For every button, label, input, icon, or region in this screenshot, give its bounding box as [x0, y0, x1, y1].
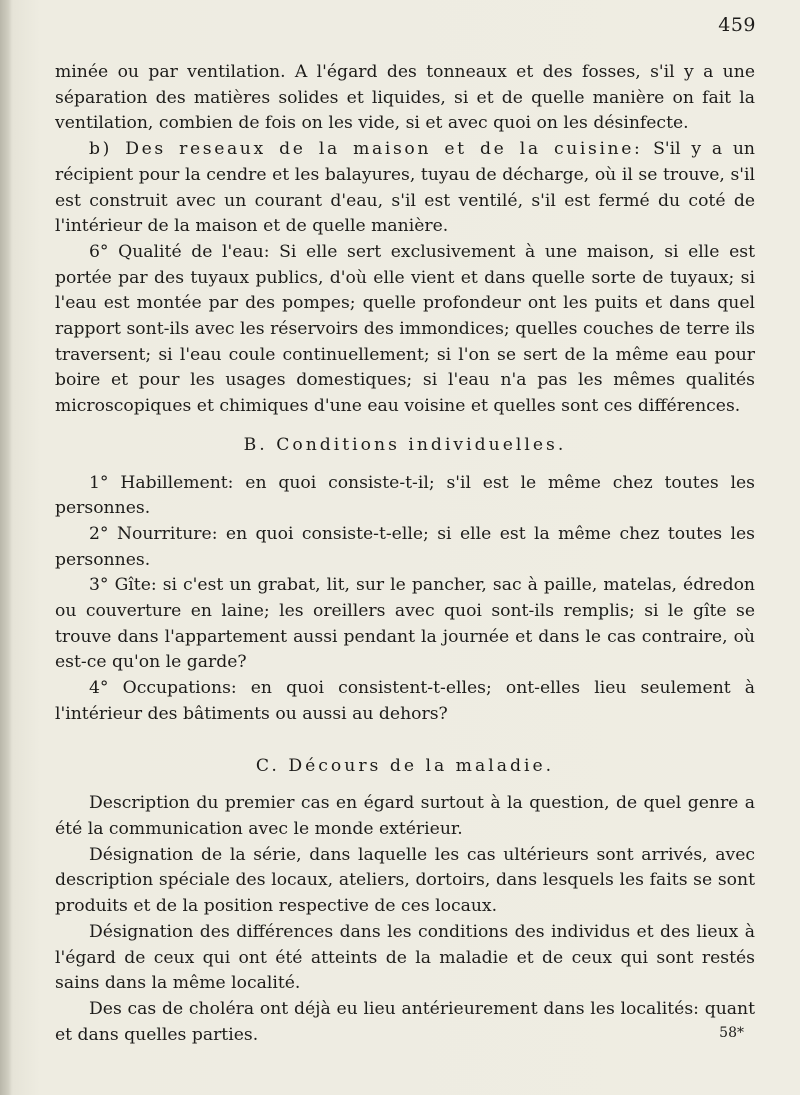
paragraph-nourriture: 2° Nourriture: en quoi consiste-t-elle; si elle est la même chez toutes les personnes. [55, 523, 755, 570]
page-number: 459 [718, 14, 756, 36]
paragraph-premier-cas: Description du premier cas en égard surtout à la question, de quel genre a été la communication avec le monde extérieur. [55, 793, 755, 839]
paragraph-occupations: 4° Occupations: en quoi consistent-t-elles; ont-elles lieu seulement à l'intérieur des bâtiments ou aussi au dehors? [55, 678, 755, 724]
section-heading-c: C. Décours de la maladie. [255, 755, 555, 776]
paragraph-habillement: 1° Habillement: en quoi consiste-t-il; s'il est le même chez toutes les personnes. [55, 472, 755, 519]
paragraph-reseaux-body: S'il y a un récipient pour la cendre et les balayures, tuyau de décharge, où il se trouve, s'il est construit avec un courant d'eau, s'il est ventilé, s'il est fermé du coté de l'intérieur de la maison et de quelle manière. [55, 139, 755, 237]
paragraph-reseaux [55, 137, 755, 240]
paragraph-qualite-eau: 6° Qualité de l'eau: Si elle sert exclusivement à une maison, si elle est portée par des tuyaux publics, d'où elle vient et dans quelle sorte de tuyaux; si l'eau est montée par des pompes; quelle profondeur ont les puits et dans quel rapport sont-ils avec les réservoirs des immondices; quelles couches de terre ils traversent; si l'eau coule continuellement; si l'on se sert de la même eau pour boire et pour les usages domestiques; si l'eau n'a pas les mêmes qualités microscopiques et chimiques d'une eau voisine et quelles sont ces différences. [55, 241, 755, 417]
paragraph-reseaux-lead: b) Des reseaux de la maison et de la cuisine: [89, 139, 643, 160]
paragraph-differences: Désignation des différences dans les conditions des individus et des lieux à l'égard de ceux qui ont été atteints de la maladie et de ceux qui sont restés sains dans la même localité. [55, 921, 755, 994]
paragraph-ventilation: minée ou par ventilation. A l'égard des tonneaux et des fosses, s'il y a une séparation des matières solides et liquides, si et de quelle manière on fait la ventilation, combien de fois on les vide, si et avec quoi on les désinfecte. [55, 62, 755, 134]
body-text [55, 60, 755, 1048]
paragraph-cas-cholera: Des cas de choléra ont déjà eu lieu antérieurement dans les localités: quant et dans quelles parties. [55, 998, 755, 1045]
signature-mark: 58* [719, 1025, 744, 1041]
paragraph-gite: 3° Gîte: si c'est un grabat, lit, sur le pancher, sac à paille, matelas, édredon ou couverture en laine; les oreillers avec quoi sont-ils remplis; si le gîte se trouve dans l'appartement aussi pendant la journée et dans le cas contraire, où est-ce qu'on le garde? [55, 575, 755, 673]
paragraph-designation-serie: Désignation de la série, dans laquelle les cas ultérieurs sont arrivés, avec description spéciale des locaux, ateliers, dortoirs, dans lesquels les faits se sont produits et de la position respective de ces locaux. [55, 844, 755, 917]
page-gutter [0, 0, 12, 1095]
section-heading-b: B. Conditions individuelles. [243, 434, 567, 455]
